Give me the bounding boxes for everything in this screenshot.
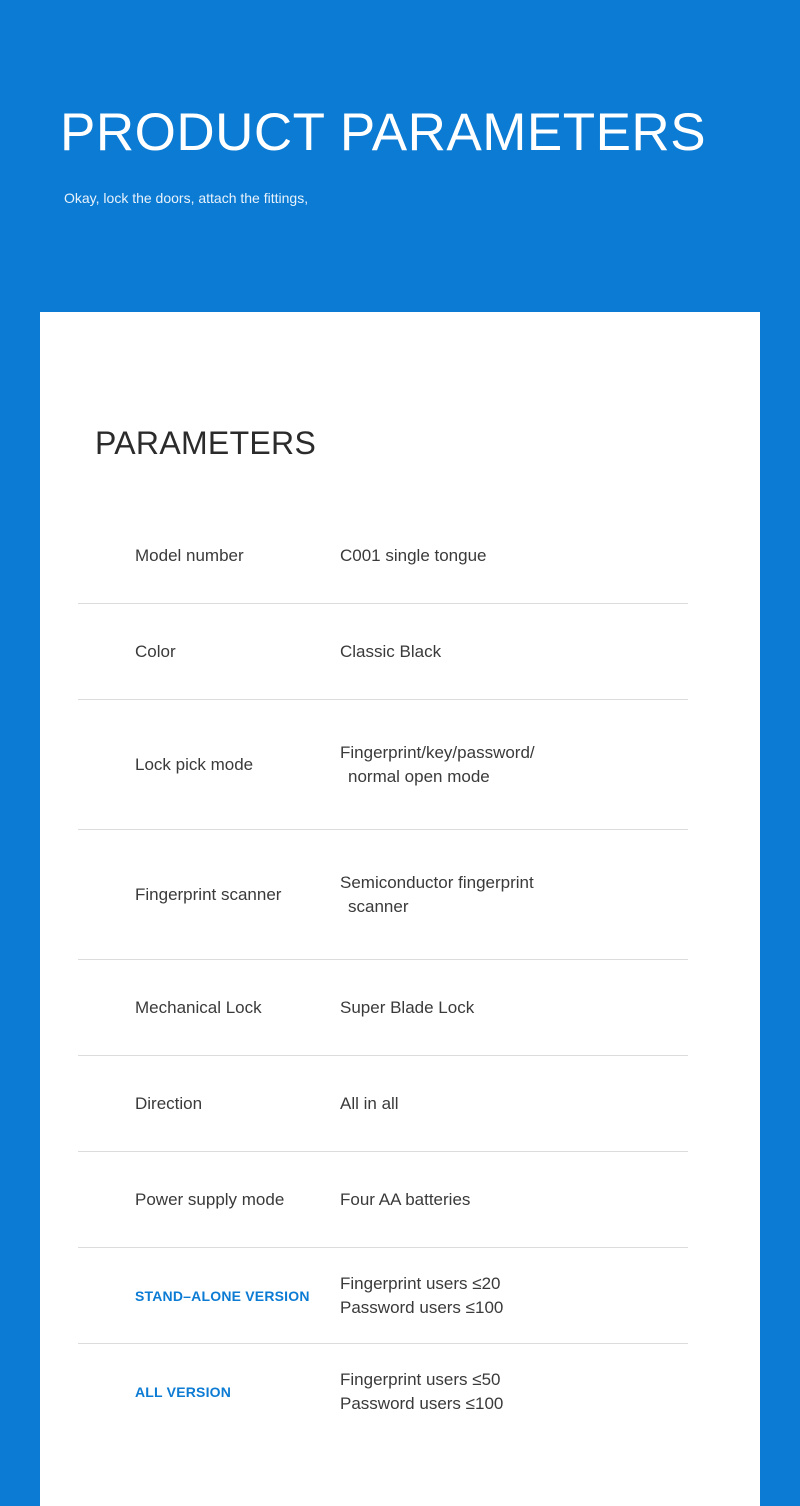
parameter-value-line1: All in all — [340, 1093, 399, 1113]
parameter-value-line1: C001 single tongue — [340, 545, 487, 565]
parameter-value-line2: Password users ≤100 — [340, 1394, 504, 1413]
parameter-value — [340, 996, 688, 1020]
parameter-value — [340, 741, 688, 789]
parameter-value-line1: Classic Black — [340, 641, 442, 661]
table-row — [78, 830, 688, 960]
parameter-value-line1: Four AA batteries — [340, 1189, 471, 1209]
hero-banner — [0, 0, 800, 312]
parameter-label: Lock pick mode — [135, 754, 254, 774]
parameter-value-line1: Semiconductor fingerprint — [340, 872, 534, 892]
parameter-value-line1: Fingerprint users ≤20 — [340, 1273, 501, 1293]
table-row — [78, 1344, 688, 1440]
parameter-value — [340, 1188, 688, 1212]
parameters-card — [40, 312, 760, 1506]
parameter-label: Color — [135, 641, 176, 661]
parameter-value-line1: Fingerprint users ≤50 — [340, 1370, 501, 1389]
page-subtitle: Okay, lock the doors, attach the fittings, — [64, 190, 309, 206]
parameter-value-line2: Password users ≤100 — [340, 1297, 504, 1317]
parameter-value — [340, 1368, 688, 1416]
parameter-label: Power supply mode — [135, 1189, 285, 1209]
parameter-value-line2: normal open mode — [348, 766, 490, 786]
table-row — [78, 1248, 688, 1344]
table-row — [78, 604, 688, 700]
parameter-label-standalone: STAND–ALONE VERSION — [135, 1287, 310, 1304]
table-row — [78, 1152, 688, 1248]
parameter-label: Direction — [135, 1093, 203, 1113]
parameter-value — [340, 871, 688, 919]
parameter-label-all-version: ALL VERSION — [135, 1384, 232, 1400]
parameter-value-line1: Fingerprint/key/password/ — [340, 742, 535, 762]
table-row — [78, 1056, 688, 1152]
page-title: PRODUCT PARAMETERS — [60, 103, 707, 162]
parameter-label: Model number — [135, 545, 244, 565]
table-row — [78, 508, 688, 604]
parameter-value — [340, 1272, 688, 1320]
parameters-heading: PARAMETERS — [95, 425, 317, 461]
table-row — [78, 960, 688, 1056]
parameter-value-line2: scanner — [348, 896, 409, 916]
parameter-value — [340, 640, 688, 664]
parameter-value — [340, 544, 688, 568]
parameter-value-line1: Super Blade Lock — [340, 997, 475, 1017]
table-row — [78, 700, 688, 830]
parameters-table — [78, 508, 688, 1440]
parameter-label: Fingerprint scanner — [135, 884, 282, 904]
parameter-label: Mechanical Lock — [135, 997, 262, 1017]
parameter-value — [340, 1092, 688, 1116]
